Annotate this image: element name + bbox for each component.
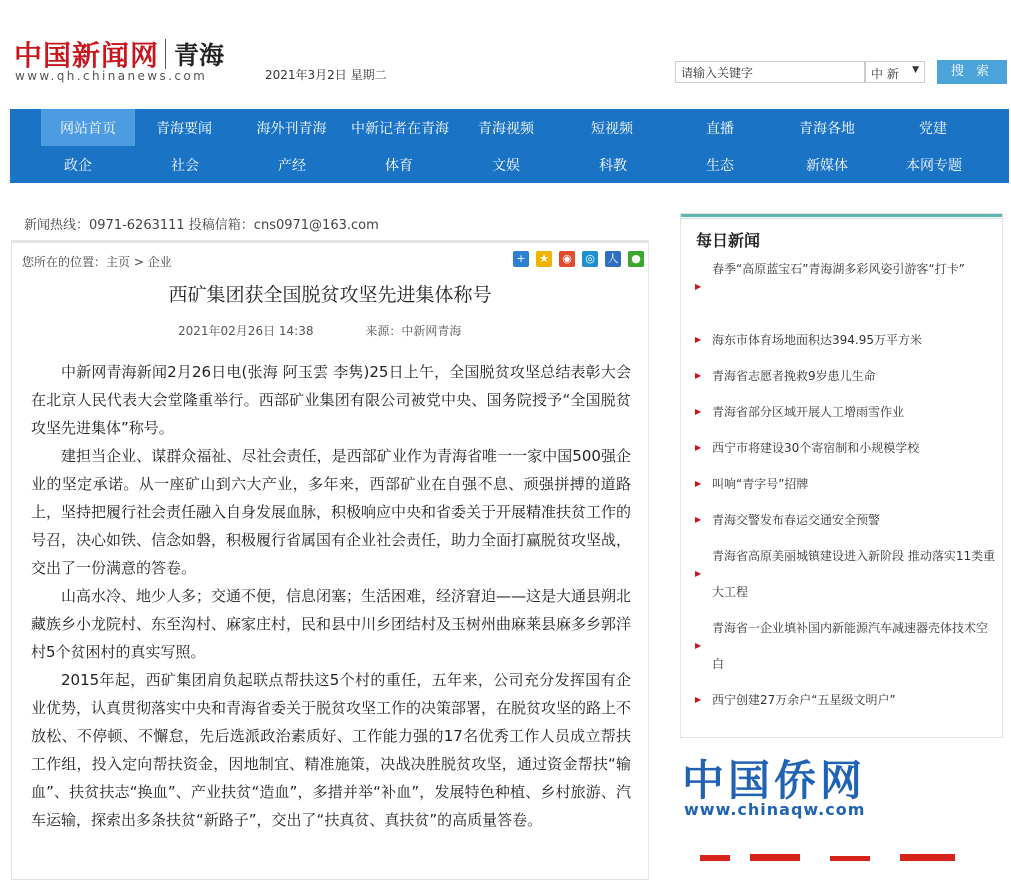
nav-item[interactable]: 科教 [599, 158, 627, 174]
breadcrumb[interactable]: 您所在的位置：主页 > 企业 [22, 255, 172, 269]
news-link[interactable]: 青海省一企业填补国内新能源汽车减速器壳体技术空白 [712, 621, 989, 671]
plus-share-icon[interactable]: + [513, 251, 529, 267]
news-link[interactable]: 青海交警发布春运交通安全预警 [712, 513, 881, 527]
bullet-icon: ▶ [695, 641, 702, 650]
nav-item[interactable]: 文娱 [492, 158, 520, 174]
dropdown-arrow-icon: ▼ [912, 65, 919, 75]
bullet-icon: ▶ [695, 407, 702, 416]
chinaqw-banner[interactable] [682, 748, 922, 820]
bullet-icon: ▶ [695, 335, 702, 344]
nav-row-1 [10, 109, 1009, 146]
article-meta [178, 322, 461, 339]
hotline-text: 新闻热线：0971-6263111 投稿信箱：cns0971@163.com [24, 218, 379, 233]
nav-row-2 [10, 146, 1009, 183]
bullet-icon: ▶ [695, 569, 702, 578]
nav-item[interactable]: 中新记者在青海 [351, 121, 449, 137]
chinaqw-logo: 中国侨网 [682, 756, 867, 805]
daily-news-title: 每日新闻 [696, 231, 761, 250]
article-paragraph: 建担当企业、谋群众福祉、尽社会责任，是西部矿业作为青海省唯一一家中国500强企业的坚定承诺。从一座矿山到六大产业，多年来，西部矿业在自强不息、顽强拼搏的道路上，坚持把履行社会责任融入自身发展血脉，积极响应中央和省委关于开展精准扶贫工作的号召，决心如铁、信念如磐，积极履行省属国有企业社会责任，助力全面打赢脱贫攻坚战，交出了一份满意的答卷。 [31, 447, 632, 577]
nav-item[interactable]: 生态 [706, 158, 734, 174]
search-scope-value: 中 新 [871, 67, 899, 81]
nav-item[interactable]: 网站首页 [41, 109, 135, 146]
article-paragraph: 中新网青海新闻2月26日电(张海 阿玉雲 李隽)25日上午，全国脱贫攻坚总结表彰大会在北京人民代表大会堂隆重举行。西部矿业集团有限公司被党中央、国务院授予“全国脱贫攻坚先进集体”称号。 [31, 363, 631, 437]
article-title: 西矿集团获全国脱贫攻坚先进集体称号 [168, 284, 492, 306]
news-link[interactable]: 海东市体育场地面积达394.95万平方米 [712, 333, 922, 347]
news-link[interactable]: 春季“高原蓝宝石”青海湖多彩风姿引游客“打卡” [712, 262, 965, 276]
bullet-icon: ▶ [695, 371, 702, 380]
renren-share-icon[interactable]: 人 [605, 251, 621, 267]
bullet-icon: ▶ [695, 443, 702, 452]
bullet-icon: ▶ [695, 479, 702, 488]
news-link[interactable]: 西宁市将建设30个寄宿制和小规模学校 [712, 441, 920, 455]
current-date: 2021年3月2日 星期二 [265, 68, 387, 82]
nav-item[interactable]: 社会 [171, 158, 199, 174]
news-link[interactable]: 青海省志愿者挽救9岁患儿生命 [712, 369, 876, 383]
news-list-item[interactable] [695, 682, 997, 718]
nav-item[interactable]: 党建 [919, 121, 947, 137]
news-link[interactable]: 青海省部分区域开展人工增雨雪作业 [712, 405, 905, 419]
nav-item[interactable]: 青海视频 [478, 121, 534, 137]
news-list-item[interactable] [695, 538, 997, 610]
nav-item[interactable]: 本网专题 [906, 158, 962, 174]
panel-accent-line [681, 218, 1002, 219]
banner-decoration [690, 852, 970, 861]
bullet-icon: ▶ [695, 282, 702, 291]
main-nav [10, 109, 1009, 183]
article-paragraph: 2015年起，西矿集团肩负起联点帮扶这5个村的重任，五年来，公司充分发挥国有企业优势，认真贯彻落实中央和青海省委关于脱贫攻坚工作的决策部署，在脱贫攻坚的路上不放松、不停顿、不懈怠，先后选派政治素质好、工作能力强的17名优秀工作人员成立帮扶工作组，投入定向帮扶资金，因地制宜、精准施策，决战决胜脱贫攻坚，通过资金帮扶“输血”、扶贫扶志“换血”、产业扶贫“造血”，多措并举“补血”，发展特色种植、乡村旅游、汽车运输，探索出多条扶贫“新路子”，交出了“扶真贫、真扶贫”的高质量答卷。 [31, 671, 632, 829]
logo-text: 中国新闻网 [14, 39, 160, 72]
bullet-icon: ▶ [695, 515, 702, 524]
weibo-share-icon[interactable]: ◉ [559, 251, 575, 267]
article-paragraph: 山高水冷、地少人多；交通不便，信息闭塞；生活困难，经济窘迫——这是大通县朔北藏族乡小龙院村、东至沟村、麻家庄村，民和县中川乡团结村及玉树州曲麻莱县麻多乡郭洋村5个贫困村的真实写照。 [31, 587, 632, 661]
qzone-share-icon[interactable]: ★ [536, 251, 552, 267]
logo-url: www.qh.chinanews.com [15, 69, 208, 83]
search-input[interactable]: 请输入关键字 [675, 61, 865, 83]
nav-item[interactable]: 青海各地 [799, 121, 855, 137]
news-list-item[interactable] [695, 430, 997, 466]
nav-item[interactable]: 产经 [278, 158, 306, 174]
article-body [31, 358, 631, 834]
news-link[interactable]: 西宁创建27万余户“五星级文明户” [712, 693, 896, 707]
bullet-icon: ▶ [695, 695, 702, 704]
news-list-item[interactable] [695, 502, 997, 538]
news-link[interactable]: 叫响“青字号”招牌 [712, 477, 809, 491]
news-list-item[interactable] [695, 466, 997, 502]
nav-item[interactable]: 直播 [706, 121, 734, 137]
news-link[interactable]: 青海省高原美丽城镇建设进入新阶段 推动落实11类重大工程 [712, 549, 996, 599]
news-list-item[interactable] [695, 610, 997, 682]
news-list-item[interactable] [695, 251, 997, 291]
nav-item[interactable]: 海外刊青海 [256, 121, 327, 137]
nav-item[interactable]: 政企 [64, 158, 92, 174]
panel-accent [681, 214, 1002, 217]
pengyou-share-icon[interactable]: ◎ [582, 251, 598, 267]
wechat-share-icon[interactable]: ● [628, 251, 644, 267]
news-list-item[interactable] [695, 394, 997, 430]
logo-region: 青海 [174, 41, 225, 70]
nav-item[interactable]: 青海要闻 [156, 121, 212, 137]
chinaqw-url: www.chinaqw.com [684, 800, 866, 819]
article-source: 来源：中新网青海 [365, 324, 462, 338]
logo-divider [165, 39, 166, 69]
share-toolbar [513, 251, 651, 270]
nav-item[interactable]: 新媒体 [806, 158, 848, 174]
news-list-item[interactable] [695, 358, 997, 394]
nav-item[interactable]: 短视频 [591, 121, 633, 137]
search-button[interactable]: 搜 索 [937, 60, 1007, 84]
news-list-item[interactable] [695, 322, 997, 358]
article-date: 2021年02月26日 14:38 [178, 324, 314, 338]
nav-item[interactable]: 体育 [385, 158, 413, 174]
search-scope-select[interactable] [865, 61, 925, 83]
site-logo[interactable] [14, 34, 225, 83]
